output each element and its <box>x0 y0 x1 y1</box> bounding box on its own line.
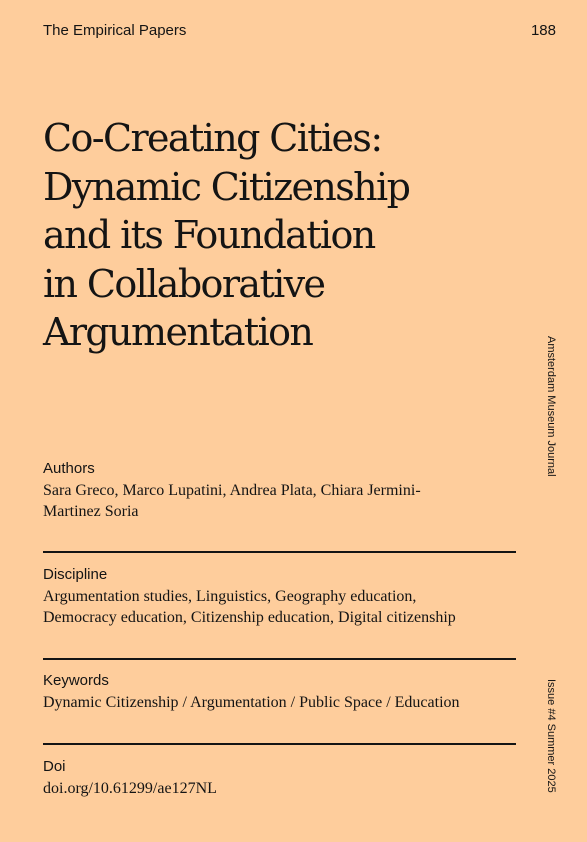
journal-name-vertical: Amsterdam Museum Journal <box>545 336 557 477</box>
title-line: Argumentation <box>43 310 313 354</box>
title-line: and its Foundation <box>43 213 375 257</box>
discipline-value <box>43 586 516 628</box>
issue-vertical: Issue #4 Summer 2025 <box>545 679 557 793</box>
title-line: in Collaborative <box>43 261 325 306</box>
title-line: Dynamic Citizenship <box>43 164 410 209</box>
keywords-line: Dynamic Citizenship / Argumentation / Public Space / Education <box>43 694 460 711</box>
discipline-section <box>43 565 516 628</box>
page-number: 188 <box>530 22 556 39</box>
article-title <box>43 114 513 357</box>
authors-line: Martinez Soria <box>43 503 139 520</box>
keywords-section <box>43 671 516 713</box>
keywords-label: Keywords <box>43 672 109 689</box>
authors-value <box>43 480 516 522</box>
doi-link[interactable]: doi.org/10.61299/ae127NL <box>43 780 217 797</box>
discipline-line: Democracy education, Citizenship education, Digital citizenship <box>43 609 456 626</box>
running-head: The Empirical Papers <box>43 22 187 39</box>
section-divider <box>43 551 516 553</box>
doi-label: Doi <box>43 758 66 775</box>
doi-section <box>43 757 516 799</box>
authors-section <box>43 459 516 522</box>
title-line: Co-Creating Cities: <box>43 116 382 160</box>
section-divider <box>43 658 516 660</box>
discipline-line: Argumentation studies, Linguistics, Geography education, <box>43 588 417 605</box>
authors-line: Sara Greco, Marco Lupatini, Andrea Plata, Chiara Jermini- <box>43 482 421 499</box>
authors-label: Authors <box>43 460 95 477</box>
section-divider <box>43 743 516 745</box>
keywords-value <box>43 692 516 713</box>
discipline-label: Discipline <box>43 566 108 583</box>
